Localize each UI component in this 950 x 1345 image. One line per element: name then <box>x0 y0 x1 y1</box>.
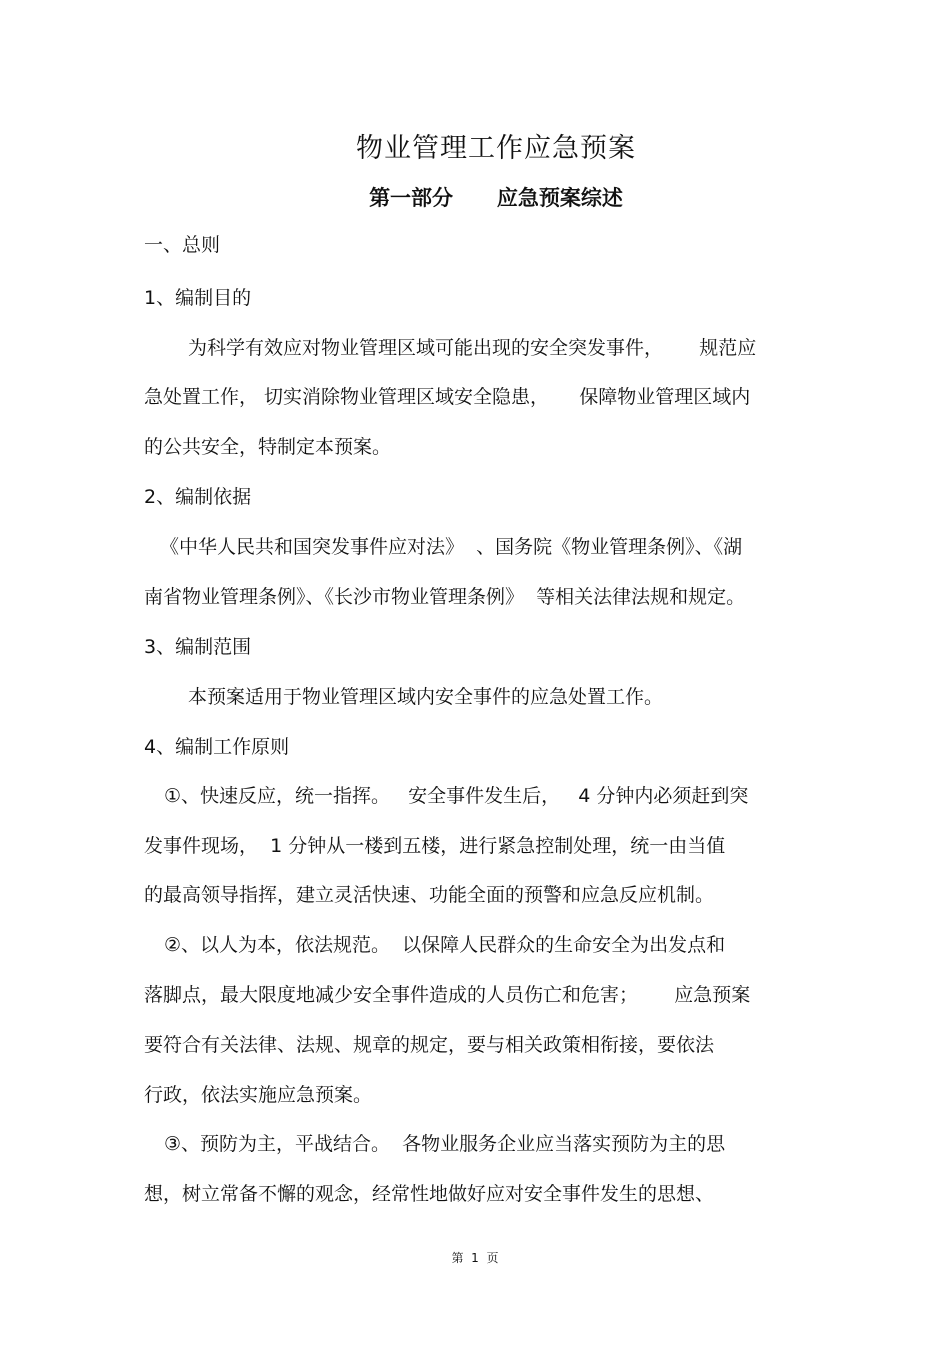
paragraph-line: 为科学有效应对物业管理区域可能出现的安全突发事件， 规范应 <box>188 337 757 359</box>
heading-purpose: 1、编制目的 <box>144 287 252 309</box>
paragraph-line: 发事件现场， 1 分钟从一楼到五楼，进行紧急控制处理，统一由当值 <box>144 835 726 857</box>
section-heading: 第一部分 应急预案综述 <box>369 186 623 210</box>
page-number: 第 1 页 <box>451 1251 499 1265</box>
heading-principles: 4、编制工作原则 <box>144 736 290 758</box>
paragraph-line: 要符合有关法律、法规、规章的规定，要与相关政策相衔接，要依法 <box>144 1034 715 1056</box>
heading-general: 一、总则 <box>144 234 221 256</box>
paragraph-line: 想，树立常备不懈的观念，经常性地做好应对安全事件发生的思想、 <box>144 1183 715 1205</box>
paragraph-line: 《中华人民共和国突发事件应对法》 、国务院《物业管理条例》、《湖 <box>160 536 743 558</box>
paragraph-line: ①、快速反应，统一指挥。 安全事件发生后， 4 分钟内必须赶到突 <box>164 785 749 807</box>
paragraph-line: 本预案适用于物业管理区域内安全事件的应急处置工作。 <box>188 686 664 708</box>
heading-basis: 2、编制依据 <box>144 486 252 508</box>
heading-scope: 3、编制范围 <box>144 636 252 658</box>
paragraph-line: 的最高领导指挥，建立灵活快速、功能全面的预警和应急反应机制。 <box>144 884 715 906</box>
paragraph-line: 急处置工作， 切实消除物业管理区域安全隐患， 保障物业管理区域内 <box>144 386 751 408</box>
paragraph-line: 行政，依法实施应急预案。 <box>144 1084 373 1106</box>
paragraph-line: ②、以人为本，依法规范。 以保障人民群众的生命安全为出发点和 <box>164 934 726 956</box>
paragraph-line: 南省物业管理条例》、《长沙市物业管理条例》 等相关法律法规和规定。 <box>144 586 746 608</box>
document-title: 物业管理工作应急预案 <box>356 133 636 164</box>
paragraph-line: 落脚点，最大限度地减少安全事件造成的人员伤亡和危害； 应急预案 <box>144 984 751 1006</box>
paragraph-line: 的公共安全，特制定本预案。 <box>144 436 392 458</box>
paragraph-line: ③、预防为主，平战结合。 各物业服务企业应当落实预防为主的思 <box>164 1133 726 1155</box>
